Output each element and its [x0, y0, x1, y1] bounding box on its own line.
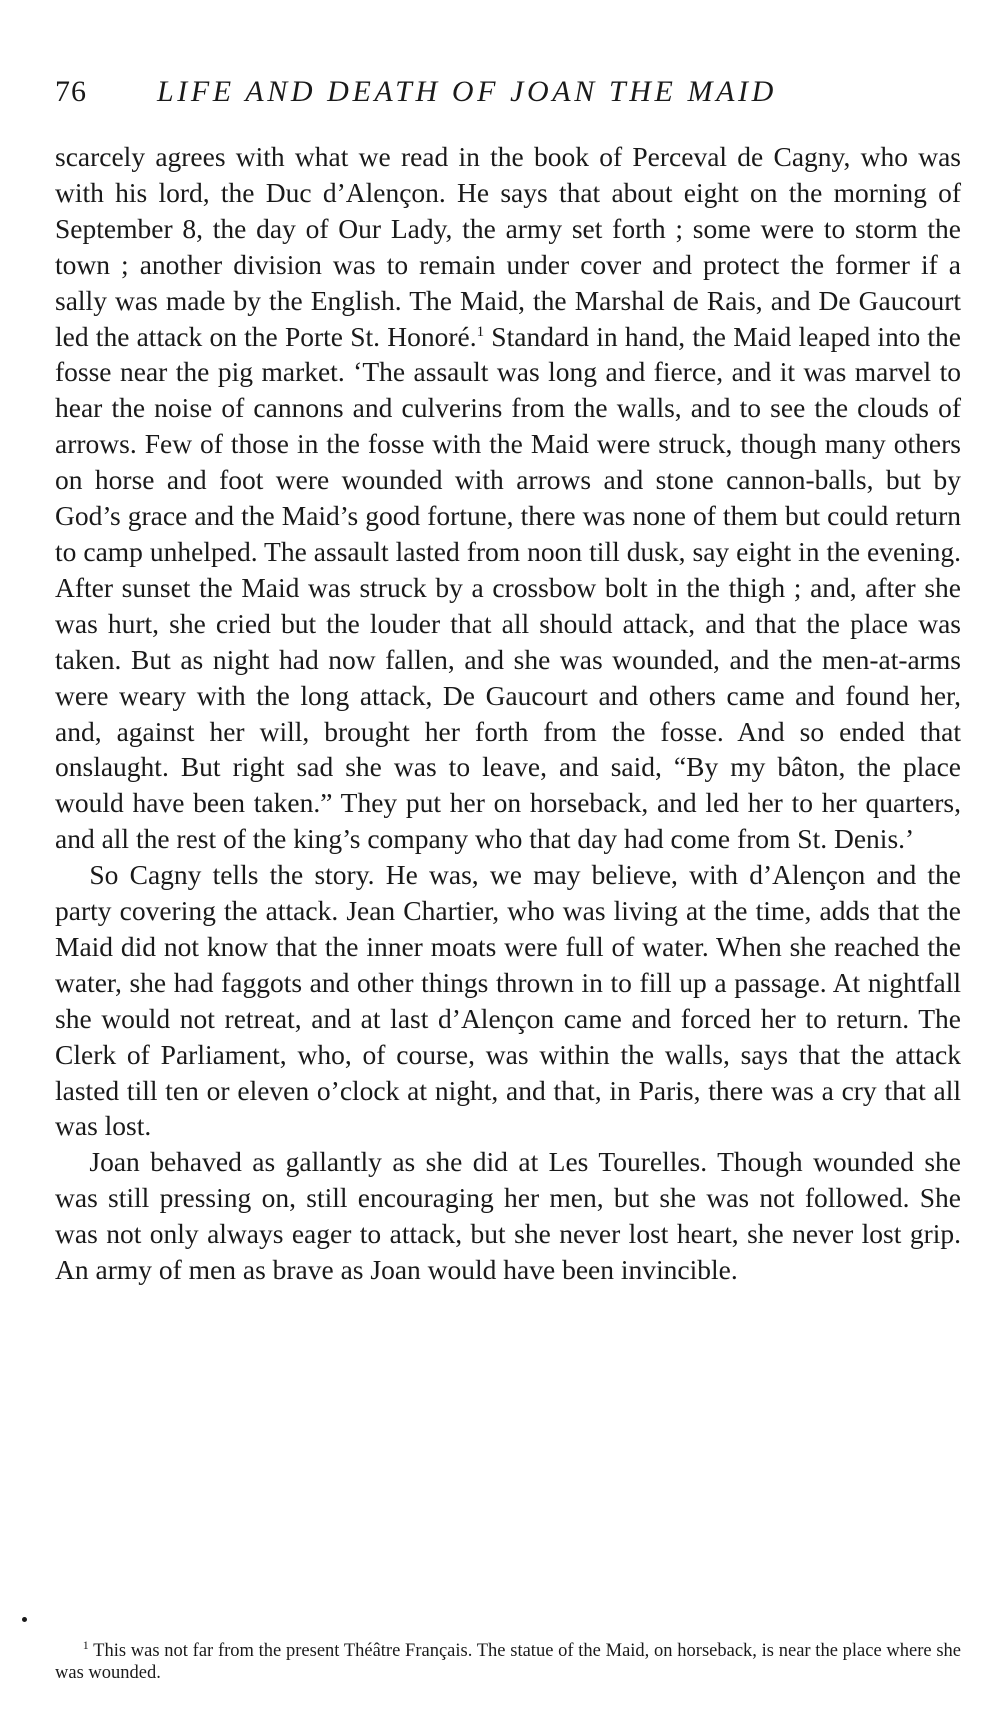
paragraph-1 [55, 139, 961, 857]
running-head [55, 74, 960, 110]
body-text [55, 139, 961, 1288]
footnote-text: This was not far from the present Théâtre Français. The statue of the Maid, on horseback, is near the place where she was wounded. [55, 1641, 961, 1683]
page-number: 76 [55, 75, 87, 108]
ink-speck [22, 1617, 27, 1622]
paragraph-1-part-b: Standard in hand, the Maid leaped into the fosse near the pig market. ‘The assault was long and fierce, and it was marvel to hear the noise of cannons and culverins from the walls, and to see the clouds of arrows. Few of those in the fosse with the Maid were struck, though many others on horse and foot were wounded with arrows and stone cannon-balls, but by God’s grace and the Maid’s good fortune, there was none of them but could return to camp unhelped. The assault lasted from noon till dusk, say eight in the evening. After sunset the Maid was struck by a crossbow bolt in the thigh ; and, after she was hurt, she cried but the louder that all should attack, and that the place was taken. But as night had now fallen, and she was wounded, and the men-at-arms were weary with the long attack, De Gaucourt and others came and found her, and, against her will, brought her forth from the fosse. And so ended that onslaught. But right sad she was to leave, and said, “By my bâton, the place would have been taken.” They put her on horseback, and led her to her quarters, and all the rest of the king’s company who that day had come from St. Denis.’ [55, 320, 961, 855]
footnote-reference: 1 [476, 323, 485, 340]
running-title: LIFE AND DEATH OF JOAN THE MAID [157, 75, 777, 108]
footnote-marker: 1 [82, 1637, 89, 1652]
paragraph-3: Joan behaved as gallantly as she did at Les Tourelles. Though wounded she was still pressing on, still encouraging her men, but she was not followed. She was not only always eager to attack, but she never lost heart, she never lost grip. An army of men as brave as Joan would have been invincible. [55, 1146, 961, 1286]
paragraph-2: So Cagny tells the story. He was, we may believe, with d’Alençon and the party covering the attack. Jean Chartier, who was living at the time, adds that the Maid did not know that the inner moats were full of water. When she reached the water, she had faggots and other things thrown in to fill up a passage. At nightfall she would not retreat, and at last d’Alençon came and forced her to return. The Clerk of Parliament, who, of course, was within the walls, says that the attack lasted till ten or eleven o’clock at night, and that, in Paris, there was a cry that all was lost. [55, 859, 961, 1142]
paragraph-1-part-a: scarcely agrees with what we read in the book of Perceval de Cagny, who was with his lord, the Duc d’Alençon. He says that about eight on the morning of September 8, the day of Our Lady, the army set forth ; some were to storm the town ; another division was to remain under cover and protect the former if a sally was made by the English. The Maid, the Marshal de Rais, and De Gaucourt led the attack on the Porte St. Honoré. [55, 141, 961, 352]
footnote [55, 1637, 961, 1684]
